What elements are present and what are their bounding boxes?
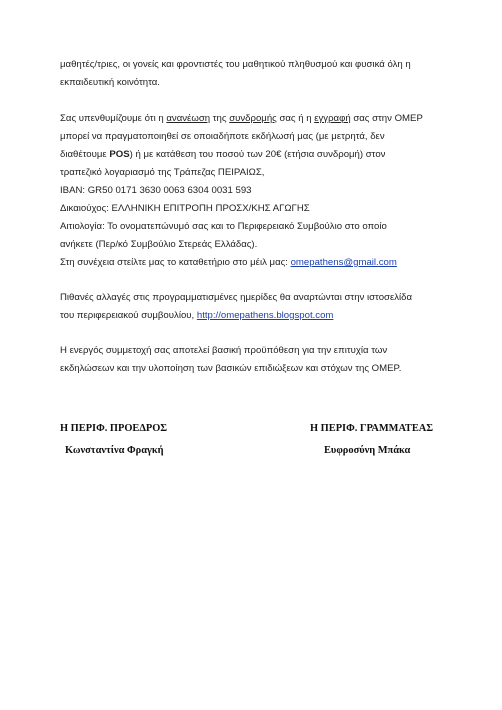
blog-link[interactable]: http://omepathens.blogspot.com: [196, 310, 334, 321]
president-name: Κωνσταντίνα Φραγκή: [65, 445, 164, 456]
announcements-line-2: του περιφερειακού συμβουλίου, http://omepathens.blogspot.com: [60, 310, 334, 321]
secretary-title: Η ΠΕΡΙΦ. ΓΡΑΜΜΑΤΕΑΣ: [310, 423, 434, 434]
email-link[interactable]: omepathens@gmail.com: [290, 257, 397, 268]
reason-line-2: ανήκετε (Περ/κό Συμβούλιο Στερεάς Ελλάδας).: [60, 239, 258, 250]
intro-paragraph: [60, 56, 442, 92]
send-receipt-line: Στη συνέχεια στείλτε μας το καταθετήριο στο μέιλ μας: omepathens@gmail.com: [60, 257, 397, 268]
participation-line-2: εκδηλώσεων και την υλοποίηση των βασικών επιδιώξεων και στόχων της ΟΜΕΡ.: [60, 363, 402, 374]
iban-line: IBAN: GR50 0171 3630 0063 6304 0031 593: [60, 185, 252, 196]
participation-line-1: Η ενεργός συμμετοχή σας αποτελεί βασική προϋπόθεση για την επιτυχία των: [60, 345, 388, 356]
intro-line-2: εκπαιδευτική κοινότητα.: [60, 77, 160, 88]
beneficiary-line: Δικαιούχος: ΕΛΛΗΝΙΚΗ ΕΠΙΤΡΟΠΗ ΠΡΟΣΧ/ΚΗΣ ΑΓΩΓΗΣ: [60, 203, 310, 214]
participation-paragraph: [60, 342, 442, 378]
reason-line-1: Αιτιολογία: Το ονοματεπώνυμό σας και το Περιφερειακό Συμβούλιο στο οποίο: [60, 221, 387, 232]
president-signature: [60, 418, 167, 462]
intro-line-1: μαθητές/τριες, οι γονείς και φροντιστές του μαθητικού πληθυσμού και φυσικά όλη η: [60, 59, 411, 70]
bank-account-line: τραπεζικό λογαριασμό της Τράπεζας ΠΕΙΡΑΙΩΣ,: [60, 167, 265, 178]
subscription-line-1: Σας υπενθυμίζουμε ότι η ανανέωση της συνδρομής σας ή η εγγραφή σας στην ΟΜΕΡ: [60, 113, 423, 124]
renewal-word: ανανέωση: [166, 113, 211, 124]
subscription-paragraph: [60, 110, 442, 272]
president-title: Η ΠΕΡΙΦ. ΠΡΟΕΔΡΟΣ: [60, 423, 168, 434]
secretary-signature: [310, 418, 433, 462]
registration-word: εγγραφή: [314, 113, 351, 124]
subscription-line-3: διαθέτουμε POS) ή με κατάθεση του ποσού των 20€ (ετήσια συνδρομή) στον: [60, 149, 386, 160]
announcements-line-1: Πιθανές αλλαγές στις προγραμματισμένες ημερίδες θα αναρτώνται στην ιστοσελίδα: [60, 292, 413, 303]
pos-word: POS: [109, 149, 130, 160]
subscription-line-2: μπορεί να πραγματοποιηθεί σε οποιαδήποτε εκδήλωσή μας (με μετρητά, δεν: [60, 131, 385, 142]
document-body: [60, 56, 442, 378]
subscription-word: συνδρομής: [229, 113, 277, 124]
secretary-name: Ευφροσύνη Μπάκα: [324, 445, 411, 456]
announcements-paragraph: [60, 289, 442, 325]
